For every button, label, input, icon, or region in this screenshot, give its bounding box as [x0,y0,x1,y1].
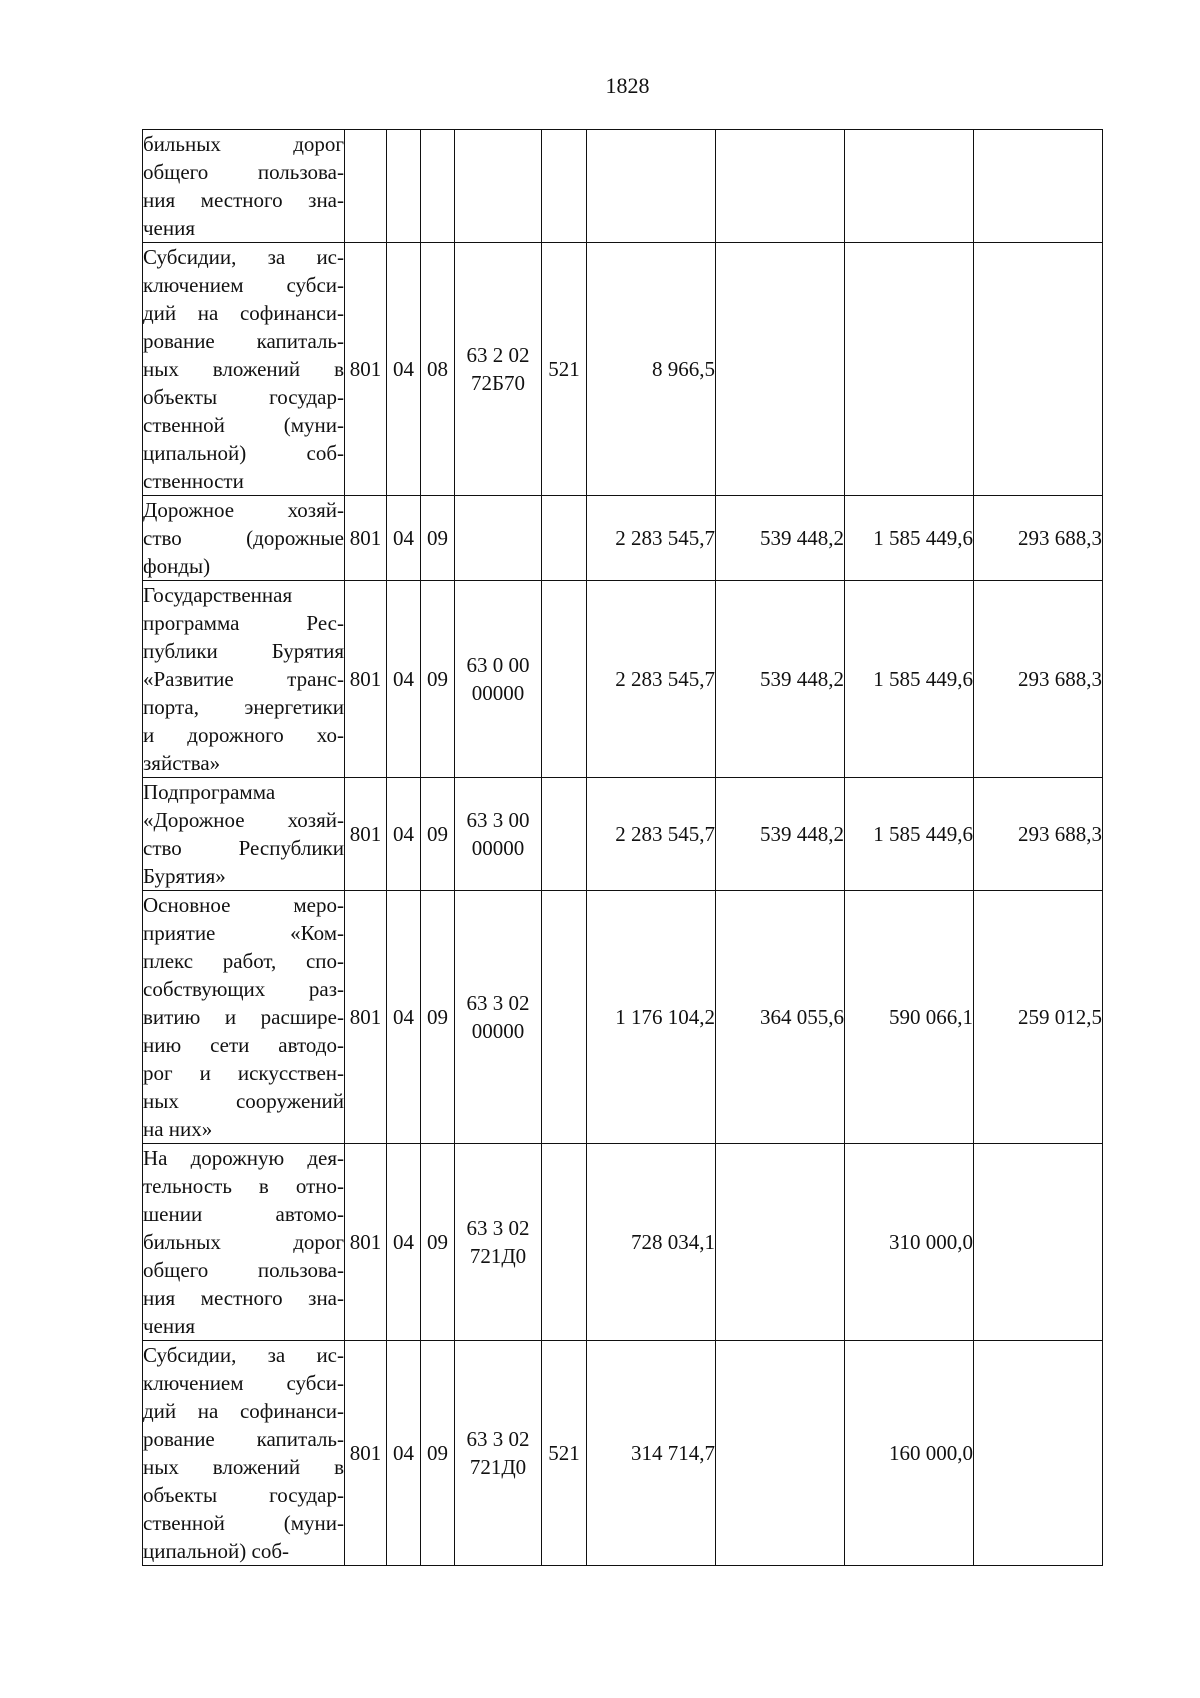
total-amount-cell [587,130,716,243]
table-body [143,130,1103,1566]
vr-cell [542,1144,587,1341]
row-name-line: объекты государ- [143,1483,344,1507]
row-name-line: объекты государ- [143,385,344,409]
row-name-line: чения [143,1314,196,1338]
republic-amount-cell: 590 066,1 [845,891,974,1144]
table-row [143,1341,1103,1566]
federal-amount-cell [716,1144,845,1341]
total-amount-cell: 314 714,7 [587,1341,716,1566]
row-name-line: ния местного зна- [143,1286,344,1310]
rz-cell: 04 [387,496,421,581]
pr-cell: 09 [421,891,455,1144]
total-amount-cell: 2 283 545,7 [587,778,716,891]
ved-cell: 801 [345,1341,387,1566]
rz-cell: 04 [387,778,421,891]
page-number: 1828 [605,73,650,98]
rz-cell: 04 [387,891,421,1144]
table-row [143,891,1103,1144]
federal-amount-cell: 539 448,2 [716,778,845,891]
row-name-line: и дорожного хо- [143,723,344,747]
federal-amount-cell: 539 448,2 [716,496,845,581]
ved-cell: 801 [345,496,387,581]
csr-cell [455,1341,542,1566]
row-name-line: Субсидии, за ис- [143,1343,344,1367]
budget-table [142,129,1103,1566]
row-name-line: Субсидии, за ис- [143,245,344,269]
row-name-cell [143,496,345,581]
other-amount-cell [974,243,1103,496]
row-name-line: Основное меро- [143,893,344,917]
row-name-line: дий на софинанси- [143,301,344,325]
row-name-line: ство (дорожные [143,526,344,550]
republic-amount-cell [845,130,974,243]
row-name-line: порта, энергетики [143,695,344,719]
other-amount-cell [974,130,1103,243]
ved-cell: 801 [345,581,387,778]
row-name-line: чения [143,216,196,240]
csr-line: 63 2 02 [466,343,530,367]
ved-cell: 801 [345,1144,387,1341]
csr-cell [455,778,542,891]
federal-amount-cell [716,1341,845,1566]
csr-line: 63 3 00 [466,808,530,832]
vr-cell: 521 [542,243,587,496]
row-name-cell [143,1341,345,1566]
federal-amount-cell [716,243,845,496]
table-row [143,581,1103,778]
ved-cell: 801 [345,243,387,496]
row-name-line: нию сети автодо- [143,1033,344,1057]
federal-amount-cell: 539 448,2 [716,581,845,778]
row-name-cell [143,130,345,243]
republic-amount-cell: 1 585 449,6 [845,496,974,581]
row-name-line: программа Рес- [143,611,344,635]
row-name-cell [143,778,345,891]
row-name-line: рование капиталь- [143,329,344,353]
csr-cell [455,130,542,243]
row-name-line: на них» [143,1117,213,1141]
csr-cell [455,891,542,1144]
row-name-line: рог и искусствен- [143,1061,344,1085]
row-name-line: ния местного зна- [143,188,344,212]
vr-cell [542,130,587,243]
row-name-line: витию и расшире- [143,1005,344,1029]
other-amount-cell: 293 688,3 [974,496,1103,581]
other-amount-cell [974,1144,1103,1341]
row-name-line: дий на софинанси- [143,1399,344,1423]
republic-amount-cell: 160 000,0 [845,1341,974,1566]
pr-cell: 09 [421,1341,455,1566]
table-row [143,496,1103,581]
row-name-line: ственной (муни- [143,1511,344,1535]
row-name-line: зяйства» [143,751,221,775]
table-row [143,1144,1103,1341]
csr-cell [455,496,542,581]
csr-cell [455,1144,542,1341]
row-name-line: тельность в отно- [143,1174,344,1198]
pr-cell: 09 [421,778,455,891]
row-name-cell [143,891,345,1144]
pr-cell: 08 [421,243,455,496]
row-name-line: ственности [143,469,244,493]
row-name-line: бильных дорог [143,132,344,156]
total-amount-cell: 1 176 104,2 [587,891,716,1144]
ved-cell [345,130,387,243]
csr-line: 00000 [471,836,525,860]
row-name-line: ципальной) соб- [143,1539,289,1563]
row-name-line: ных сооружений [143,1089,344,1113]
row-name-cell [143,1144,345,1341]
row-name-line: публики Бурятия [143,639,344,663]
vr-cell [542,496,587,581]
total-amount-cell: 728 034,1 [587,1144,716,1341]
row-name-line: «Дорожное хозяй- [143,808,344,832]
pr-cell: 09 [421,496,455,581]
row-name-line: ных вложений в [143,1455,344,1479]
row-name-line: «Развитие транс- [143,667,344,691]
ved-cell: 801 [345,891,387,1144]
row-name-line: плекс работ, спо- [143,949,344,973]
row-name-line: фонды) [143,554,211,578]
csr-line: 721Д0 [469,1244,527,1268]
row-name-line: общего пользова- [143,1258,344,1282]
rz-cell: 04 [387,243,421,496]
row-name-line: собствующих раз- [143,977,344,1001]
row-name-line: ных вложений в [143,357,344,381]
row-name-line: Бурятия» [143,864,226,888]
csr-line: 72Б70 [470,371,526,395]
vr-cell [542,581,587,778]
row-name-line: общего пользова- [143,160,344,184]
csr-cell [455,243,542,496]
total-amount-cell: 2 283 545,7 [587,496,716,581]
rz-cell [387,130,421,243]
vr-cell [542,778,587,891]
row-name-line: бильных дорог [143,1230,344,1254]
total-amount-cell: 8 966,5 [587,243,716,496]
ved-cell: 801 [345,778,387,891]
row-name-line: Подпрограмма [143,780,276,804]
vr-cell [542,891,587,1144]
other-amount-cell: 259 012,5 [974,891,1103,1144]
pr-cell: 09 [421,581,455,778]
table-row [143,778,1103,891]
row-name-line: шении автомо- [143,1202,344,1226]
row-name-line: ство Республики [143,836,344,860]
rz-cell: 04 [387,581,421,778]
federal-amount-cell [716,130,845,243]
row-name-line: ципальной) соб- [143,441,344,465]
row-name-line: ключением субси- [143,273,344,297]
csr-line: 00000 [471,681,525,705]
pr-cell [421,130,455,243]
row-name-cell [143,243,345,496]
table-row [143,243,1103,496]
other-amount-cell [974,1341,1103,1566]
row-name-line: приятие «Ком- [143,921,344,945]
other-amount-cell: 293 688,3 [974,581,1103,778]
row-name-line: Дорожное хозяй- [143,498,344,522]
rz-cell: 04 [387,1341,421,1566]
vr-cell: 521 [542,1341,587,1566]
row-name-line: рование капиталь- [143,1427,344,1451]
csr-line: 00000 [471,1019,525,1043]
csr-line: 63 3 02 [466,1216,530,1240]
rz-cell: 04 [387,1144,421,1341]
federal-amount-cell: 364 055,6 [716,891,845,1144]
pr-cell: 09 [421,1144,455,1341]
row-name-cell [143,581,345,778]
csr-line: 63 0 00 [466,653,530,677]
row-name-line: На дорожную дея- [143,1146,344,1170]
row-name-line: Государственная [143,583,293,607]
row-name-line: ключением субси- [143,1371,344,1395]
csr-line: 63 3 02 [466,991,530,1015]
csr-line: 63 3 02 [466,1427,530,1451]
row-name-line: ственной (муни- [143,413,344,437]
table-row [143,130,1103,243]
republic-amount-cell: 1 585 449,6 [845,778,974,891]
republic-amount-cell: 1 585 449,6 [845,581,974,778]
csr-cell [455,581,542,778]
republic-amount-cell: 310 000,0 [845,1144,974,1341]
total-amount-cell: 2 283 545,7 [587,581,716,778]
other-amount-cell: 293 688,3 [974,778,1103,891]
csr-line: 721Д0 [469,1455,527,1479]
republic-amount-cell [845,243,974,496]
